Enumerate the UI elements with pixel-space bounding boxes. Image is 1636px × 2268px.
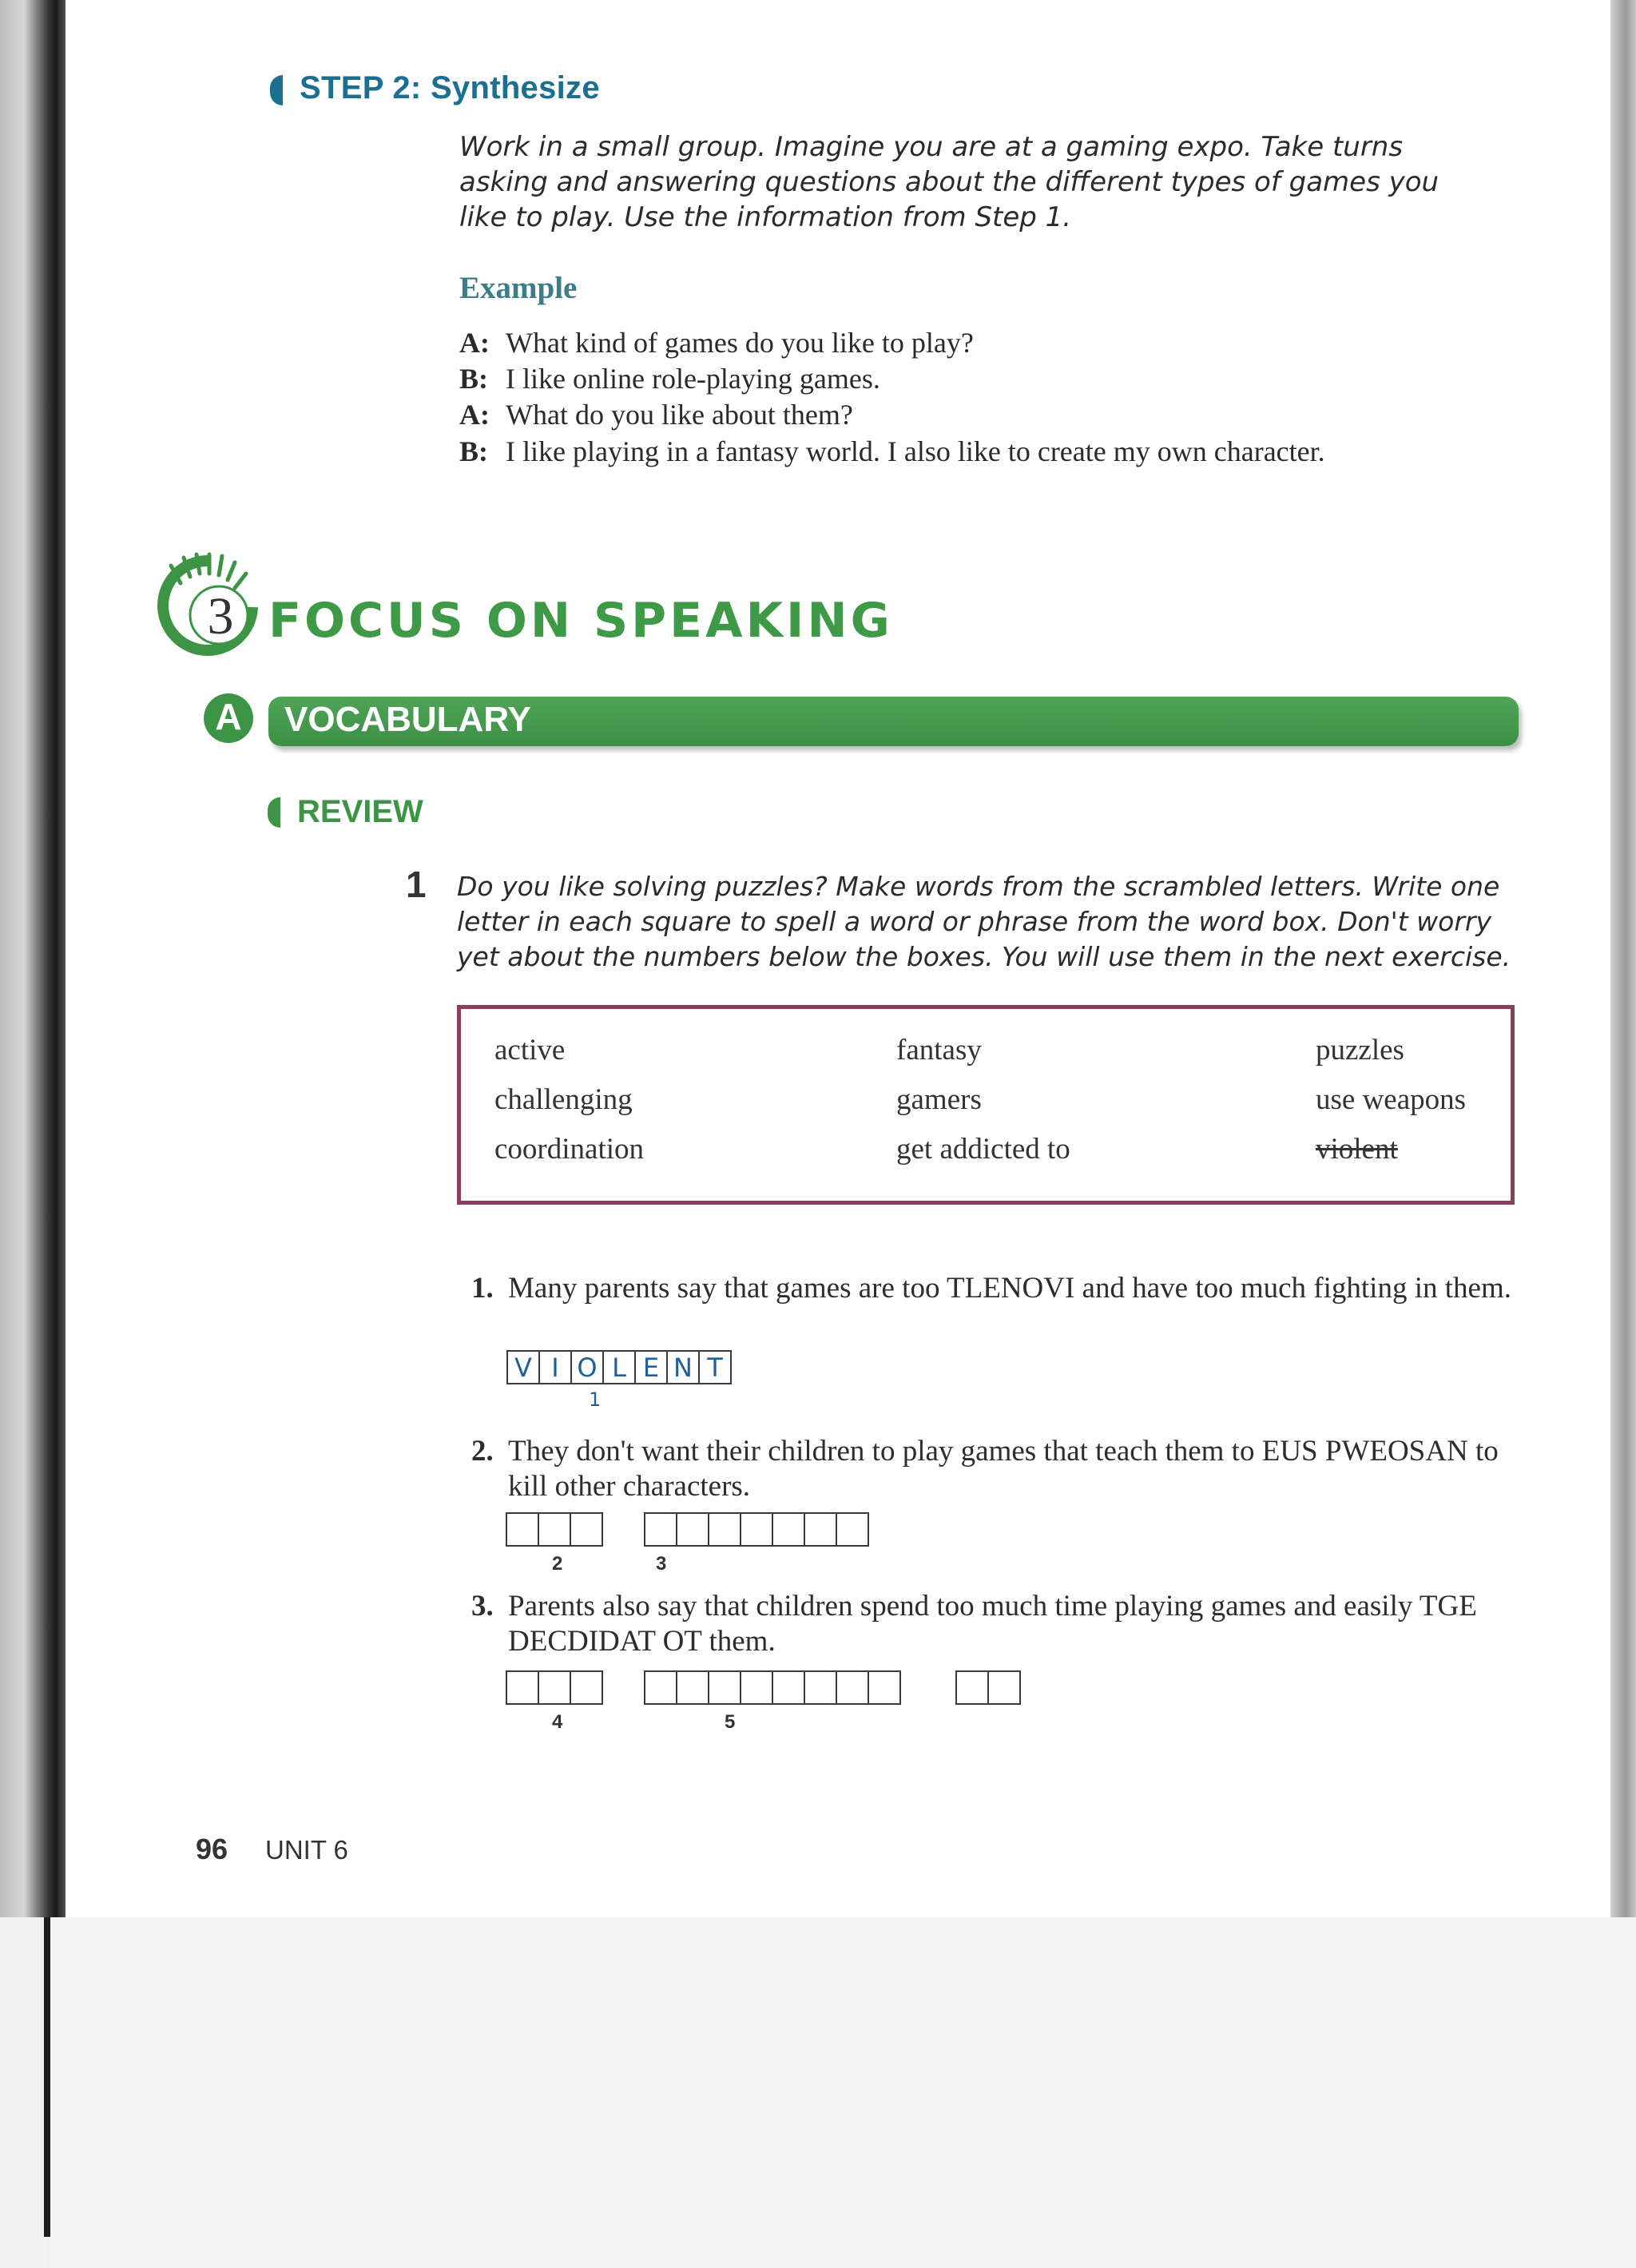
dialog-speaker: B: [459,435,488,467]
answer-box[interactable]: E [634,1350,668,1384]
answer-box[interactable] [708,1670,741,1705]
scan-background [50,1917,1636,2268]
dialog-line [459,326,974,359]
word-box [457,1005,1515,1205]
item-number: 1. [471,1272,494,1305]
answer-box[interactable] [836,1512,869,1547]
answer-boxes-word2 [644,1670,899,1705]
exercise-instructions: Do you like solving puzzles? Make words from the scrambled letters. Write one letter in each square to spell a word or phrase from the word box. Don't worry yet about the numbers below the boxes. You will use them in the next exercise. [457,871,1511,972]
word-box-item: coordination [494,1133,645,1166]
page-number: 96 [196,1833,228,1865]
item-number: 2. [471,1435,494,1468]
answer-box[interactable]: N [666,1350,700,1384]
answer-box[interactable] [676,1670,709,1705]
answer-box[interactable] [955,1670,989,1705]
answer-box[interactable] [836,1670,869,1705]
letter-number-hint: 3 [656,1553,667,1575]
dialog-line [459,435,1325,468]
word-box-item: challenging [494,1083,633,1116]
word-box-item: active [494,1034,566,1066]
letter-number-hint: 1 [589,1388,602,1411]
answer-box[interactable]: V [506,1350,540,1384]
answer-box[interactable] [570,1512,603,1547]
answer-box[interactable]: T [698,1350,732,1384]
answer-box[interactable] [506,1670,539,1705]
answer-box[interactable] [868,1670,901,1705]
answer-box[interactable] [772,1670,805,1705]
scan-page-edge [1610,0,1636,1917]
letter-number-hint: 2 [552,1553,563,1575]
answer-box[interactable] [740,1512,773,1547]
example-heading: Example [459,271,578,305]
dialog-text: What do you like about them? [506,399,853,431]
answer-box[interactable] [538,1512,571,1547]
scan-binding-shadow [0,0,66,1917]
dialog-speaker: A: [459,327,490,359]
answer-box[interactable] [804,1670,837,1705]
word-box-item-crossed-out: violent [1316,1133,1398,1166]
item-number: 3. [471,1590,494,1623]
item-text: Parents also say that children spend too much time playing games and easily TGE DECDIDAT OT them. [508,1590,1477,1658]
vocabulary-title: VOCABULARY [284,700,531,739]
step2-heading: STEP 2: Synthesize [300,70,600,105]
answer-box[interactable] [506,1512,539,1547]
answer-boxes-item1 [506,1350,730,1384]
answer-box[interactable] [570,1670,603,1705]
item-text: They don't want their children to play games that teach them to EUS PWEOSAN to kill other characters. [508,1435,1499,1503]
word-box-item: puzzles [1316,1034,1404,1066]
letter-number-hint: 4 [552,1711,563,1733]
answer-box[interactable]: O [570,1350,604,1384]
word-box-item: fantasy [896,1034,982,1066]
dialog-line [459,362,880,395]
answer-boxes-word2 [644,1512,868,1547]
answer-box[interactable] [708,1512,741,1547]
section-number: 3 [207,587,234,645]
section-title: FOCUS ON SPEAKING [268,593,893,649]
answer-box[interactable] [987,1670,1021,1705]
unit-label: UNIT 6 [265,1835,348,1865]
answer-box[interactable] [538,1670,571,1705]
step2-instructions: Work in a small group. Imagine you are at a gaming expo. Take turns asking and answering questions about the different types of games you like to play. Use the information from Step 1. [459,131,1439,233]
answer-boxes-word3 [955,1670,1019,1705]
answer-box[interactable]: I [538,1350,572,1384]
dialog-speaker: B: [459,363,488,395]
exercise-number: 1 [406,864,427,905]
vocabulary-letter: A [215,696,242,737]
answer-box[interactable]: L [602,1350,636,1384]
answer-box[interactable] [644,1512,677,1547]
scan-binding-shadow-lower [44,1917,50,2237]
word-box-item: gamers [896,1083,982,1116]
answer-box[interactable] [772,1512,805,1547]
answer-box[interactable] [740,1670,773,1705]
dialog-line [459,398,853,431]
answer-boxes-word1 [506,1670,602,1705]
letter-number-hint: 5 [725,1711,736,1733]
answer-boxes-word1 [506,1512,602,1547]
dialog-speaker: A: [459,399,490,431]
dialog-text: What kind of games do you like to play? [506,327,974,359]
item-text: Many parents say that games are too TLENOVI and have too much fighting in them. [508,1272,1511,1305]
answer-box[interactable] [804,1512,837,1547]
word-box-item: get addicted to [896,1133,1070,1166]
answer-box[interactable] [676,1512,709,1547]
word-box-item: use weapons [1316,1083,1467,1116]
dialog-text: I like online role-playing games. [506,363,880,395]
review-heading: REVIEW [297,794,423,829]
dialog-text: I like playing in a fantasy world. I also like to create my own character. [506,435,1325,467]
answer-box[interactable] [644,1670,677,1705]
